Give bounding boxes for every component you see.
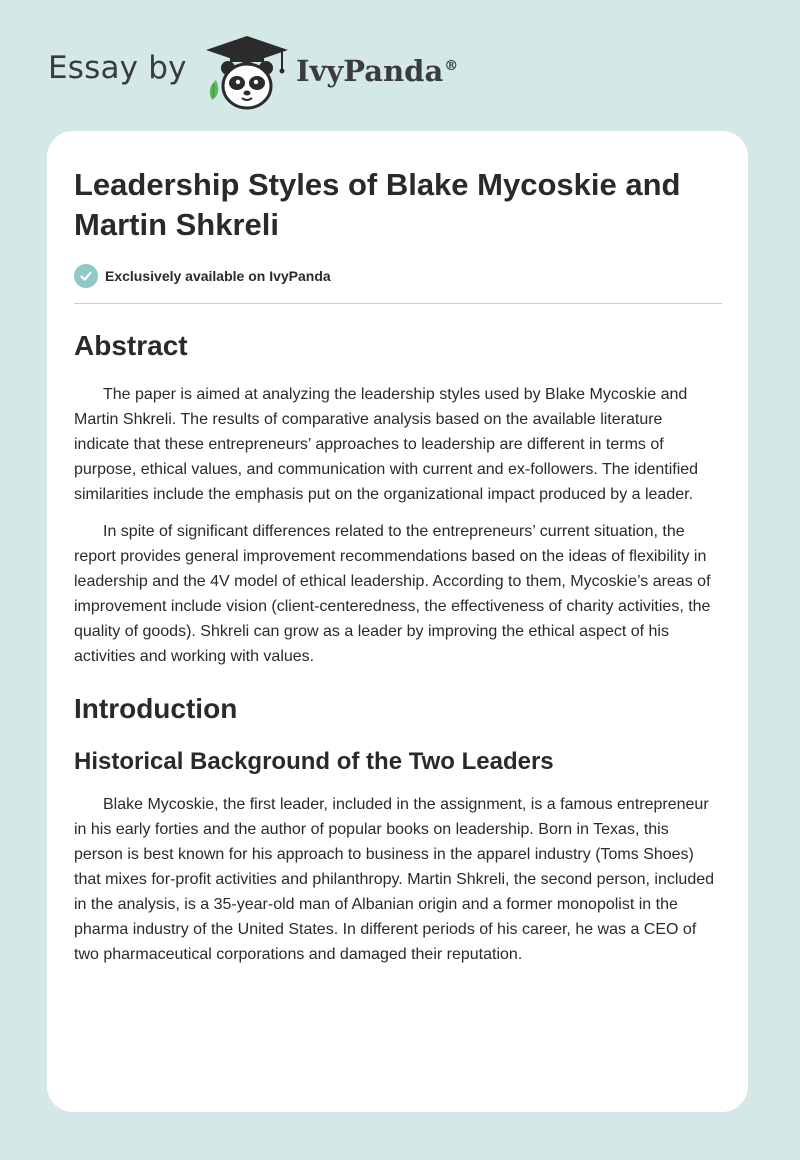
historical-background-heading: Historical Background of the Two Leaders xyxy=(74,748,554,775)
registered-mark: ® xyxy=(444,58,459,75)
brand-name-text: IvyPanda xyxy=(296,54,444,88)
essay-title: Leadership Styles of Blake Mycoskie and Martin Shkreli xyxy=(74,167,681,242)
site-header xyxy=(48,34,508,114)
exclusive-badge xyxy=(74,263,722,289)
introduction-heading: Introduction xyxy=(74,693,238,724)
abstract-heading: Abstract xyxy=(74,330,188,361)
abstract-paragraph: The paper is aimed at analyzing the leadership styles used by Blake Mycoskie and Martin Shkreli. The results of comparative analysis based on the available literature indicate that these entrepreneurs’ approaches to leadership are different in terms of purpose, ethical values, and communication with current and ex-followers. The identified similarities include the emphasis put on the organizational impact produced by a leader. xyxy=(74,386,699,503)
brand-name[interactable] xyxy=(296,54,458,88)
exclusive-label: Exclusively available on IvyPanda xyxy=(105,268,331,284)
introduction-paragraph: Blake Mycoskie, the first leader, included in the assignment, is a famous entrepreneur in his early forties and the author of popular books on leadership. Born in Texas, this person is best known for his approach to business in the apparel industry (Toms Shoes) that mixes for-profit activities and philanthropy. Martin Shkreli, the second person, included in the analysis, is a 35-year-old man of Albanian origin and a former monopolist in the pharma industry of the United States. In different periods of his career, he was a CEO of two pharmaceutical corporations and damaged their reputation. xyxy=(74,796,715,963)
divider xyxy=(74,303,722,304)
panda-logo-icon[interactable] xyxy=(202,34,292,114)
essay-content xyxy=(74,165,722,967)
check-icon xyxy=(74,264,98,288)
essay-card xyxy=(47,131,748,1112)
essay-by-label: Essay by xyxy=(48,50,187,86)
abstract-paragraph: In spite of significant differences related to the entrepreneurs’ current situation, the report provides general improvement recommendations based on the ideas of flexibility in leadership and the 4V model of ethical leadership. According to them, Mycoskie’s areas of improvement include vision (client-centeredness, the effectiveness of charity activities, the quality of goods). Shkreli can grow as a leader by improving the ethical aspect of his activities and working with values. xyxy=(74,523,711,665)
